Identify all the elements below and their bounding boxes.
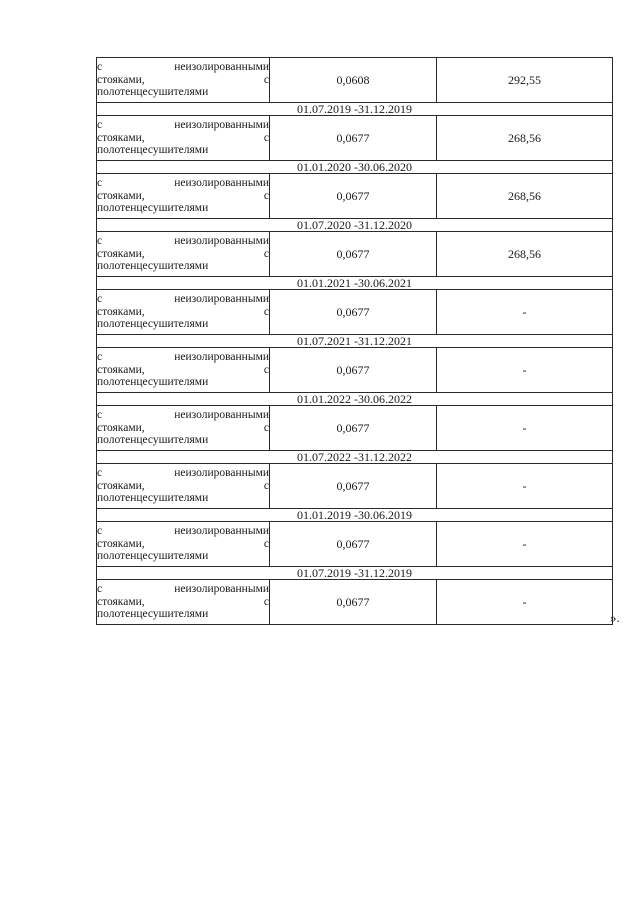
coefficient-cell: 0,0677 bbox=[270, 522, 437, 567]
description-word: неизолированными bbox=[174, 293, 269, 306]
description-line bbox=[97, 61, 269, 74]
description-word: полотенцесушителями bbox=[97, 608, 209, 621]
description-line bbox=[97, 480, 269, 493]
description-word: полотенцесушителями bbox=[97, 376, 209, 389]
description-prefix: с bbox=[97, 177, 103, 190]
description-cell bbox=[97, 116, 270, 161]
description-prefix: с bbox=[97, 351, 103, 364]
price-cell: 292,55 bbox=[437, 58, 613, 103]
description-word: неизолированными bbox=[174, 235, 269, 248]
description-line bbox=[97, 583, 269, 596]
tariff-table bbox=[96, 57, 613, 625]
price-cell: - bbox=[437, 464, 613, 509]
description-line bbox=[97, 409, 269, 422]
description-word: неизолированными bbox=[174, 583, 269, 596]
tariff-row bbox=[97, 464, 613, 509]
coefficient-cell: 0,0677 bbox=[270, 116, 437, 161]
description-cell bbox=[97, 174, 270, 219]
description-cell bbox=[97, 232, 270, 277]
description-word: стояками, bbox=[97, 131, 145, 144]
description-line bbox=[97, 235, 269, 248]
description-line bbox=[97, 364, 269, 377]
coefficient-cell: 0,0677 bbox=[270, 174, 437, 219]
tariff-row bbox=[97, 348, 613, 393]
period-row bbox=[97, 103, 613, 116]
description-line bbox=[97, 132, 269, 145]
description-cell bbox=[97, 290, 270, 335]
description-conjunction: с bbox=[263, 537, 269, 550]
tariff-row bbox=[97, 232, 613, 277]
tariff-row bbox=[97, 290, 613, 335]
description-line bbox=[97, 467, 269, 480]
period-label: 01.07.2022 -31.12.2022 bbox=[97, 451, 613, 464]
description-line bbox=[97, 190, 269, 203]
description-prefix: с bbox=[97, 235, 103, 248]
description-word: неизолированными bbox=[174, 351, 269, 364]
description-word: стояками, bbox=[97, 189, 145, 202]
description-word: стояками, bbox=[97, 73, 145, 86]
description-conjunction: с bbox=[263, 189, 269, 202]
description-line bbox=[97, 248, 269, 261]
description-line bbox=[97, 525, 269, 538]
tariff-row bbox=[97, 174, 613, 219]
description-word: полотенцесушителями bbox=[97, 202, 209, 215]
price-cell: - bbox=[437, 406, 613, 451]
description-word: полотенцесушителями bbox=[97, 550, 209, 563]
description-word: полотенцесушителями bbox=[97, 86, 209, 99]
price-cell: - bbox=[437, 290, 613, 335]
description-prefix: с bbox=[97, 409, 103, 422]
description-word: неизолированными bbox=[174, 177, 269, 190]
price-cell: - bbox=[437, 580, 613, 625]
coefficient-cell: 0,0677 bbox=[270, 348, 437, 393]
period-row bbox=[97, 219, 613, 232]
description-word: неизолированными bbox=[174, 409, 269, 422]
period-row bbox=[97, 451, 613, 464]
description-conjunction: с bbox=[263, 479, 269, 492]
description-line bbox=[97, 596, 269, 609]
period-label: 01.01.2019 -30.06.2019 bbox=[97, 509, 613, 522]
description-conjunction: с bbox=[263, 247, 269, 260]
period-label: 01.07.2019 -31.12.2019 bbox=[97, 103, 613, 116]
description-word: полотенцесушителями bbox=[97, 318, 209, 331]
description-line bbox=[97, 293, 269, 306]
description-line bbox=[97, 74, 269, 87]
description-prefix: с bbox=[97, 119, 103, 132]
description-line bbox=[97, 306, 269, 319]
period-row bbox=[97, 277, 613, 290]
period-row bbox=[97, 567, 613, 580]
description-word: стояками, bbox=[97, 537, 145, 550]
closing-quote-mark: ». bbox=[610, 610, 620, 625]
period-label: 01.01.2022 -30.06.2022 bbox=[97, 393, 613, 406]
coefficient-cell: 0,0677 bbox=[270, 232, 437, 277]
description-conjunction: с bbox=[263, 421, 269, 434]
description-word: стояками, bbox=[97, 305, 145, 318]
description-prefix: с bbox=[97, 61, 103, 74]
coefficient-cell: 0,0677 bbox=[270, 580, 437, 625]
description-word: полотенцесушителями bbox=[97, 144, 209, 157]
description-conjunction: с bbox=[263, 131, 269, 144]
description-word: полотенцесушителями bbox=[97, 434, 209, 447]
tariff-row bbox=[97, 58, 613, 103]
description-word: стояками, bbox=[97, 595, 145, 608]
coefficient-cell: 0,0677 bbox=[270, 464, 437, 509]
price-cell: 268,56 bbox=[437, 116, 613, 161]
description-conjunction: с bbox=[263, 305, 269, 318]
description-word: стояками, bbox=[97, 247, 145, 260]
period-row bbox=[97, 393, 613, 406]
period-row bbox=[97, 161, 613, 174]
tariff-table-body bbox=[97, 58, 613, 625]
description-line bbox=[97, 538, 269, 551]
price-cell: - bbox=[437, 522, 613, 567]
description-word: неизолированными bbox=[174, 525, 269, 538]
coefficient-cell: 0,0677 bbox=[270, 406, 437, 451]
price-cell: 268,56 bbox=[437, 232, 613, 277]
description-word: неизолированными bbox=[174, 61, 269, 74]
coefficient-cell: 0,0608 bbox=[270, 58, 437, 103]
description-word: неизолированными bbox=[174, 467, 269, 480]
period-row bbox=[97, 509, 613, 522]
period-label: 01.07.2019 -31.12.2019 bbox=[97, 567, 613, 580]
tariff-row bbox=[97, 580, 613, 625]
period-label: 01.07.2020 -31.12.2020 bbox=[97, 219, 613, 232]
description-word: полотенцесушителями bbox=[97, 492, 209, 505]
description-word: неизолированными bbox=[174, 119, 269, 132]
tariff-row bbox=[97, 406, 613, 451]
description-cell bbox=[97, 58, 270, 103]
description-conjunction: с bbox=[263, 595, 269, 608]
description-conjunction: с bbox=[263, 363, 269, 376]
period-label: 01.01.2021 -30.06.2021 bbox=[97, 277, 613, 290]
description-line bbox=[97, 351, 269, 364]
period-row bbox=[97, 335, 613, 348]
description-word: стояками, bbox=[97, 421, 145, 434]
description-word: стояками, bbox=[97, 479, 145, 492]
period-label: 01.01.2020 -30.06.2020 bbox=[97, 161, 613, 174]
description-conjunction: с bbox=[263, 73, 269, 86]
description-cell bbox=[97, 406, 270, 451]
description-prefix: с bbox=[97, 583, 103, 596]
description-prefix: с bbox=[97, 467, 103, 480]
description-cell bbox=[97, 348, 270, 393]
description-prefix: с bbox=[97, 293, 103, 306]
description-line bbox=[97, 119, 269, 132]
description-word: стояками, bbox=[97, 363, 145, 376]
tariff-row bbox=[97, 522, 613, 567]
price-cell: 268,56 bbox=[437, 174, 613, 219]
description-cell bbox=[97, 464, 270, 509]
description-cell bbox=[97, 522, 270, 567]
description-cell bbox=[97, 580, 270, 625]
coefficient-cell: 0,0677 bbox=[270, 290, 437, 335]
description-word: полотенцесушителями bbox=[97, 260, 209, 273]
description-line bbox=[97, 422, 269, 435]
price-cell: - bbox=[437, 348, 613, 393]
tariff-row bbox=[97, 116, 613, 161]
period-label: 01.07.2021 -31.12.2021 bbox=[97, 335, 613, 348]
description-prefix: с bbox=[97, 525, 103, 538]
description-line bbox=[97, 177, 269, 190]
